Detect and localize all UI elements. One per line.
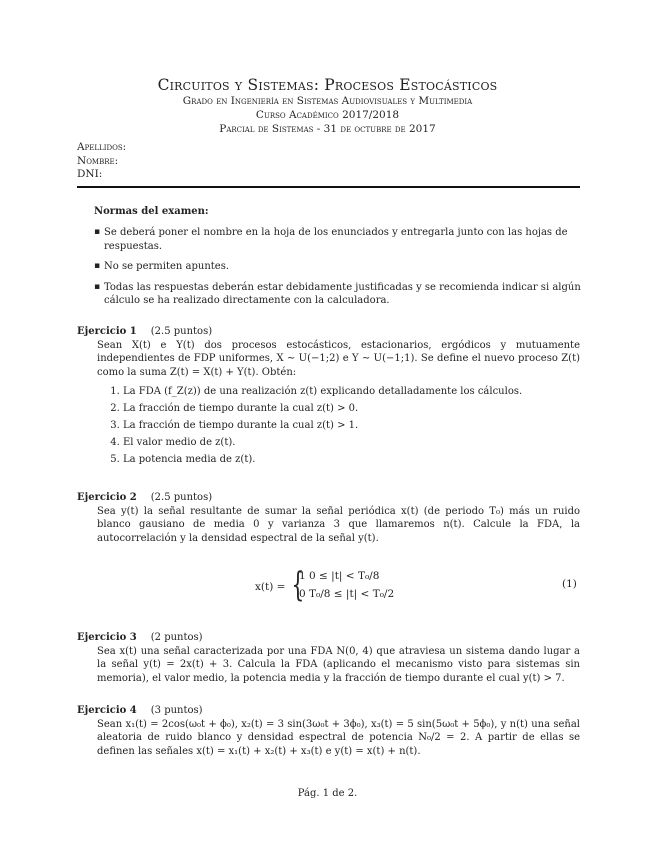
exercise-text: Sean X(t) e Y(t) dos procesos estocásticos, estacionarios, ergódicos y mutuamente independientes de FDP uniformes, X ∼ U(−1;2) e Y ∼ U(−1;1). Se define el nuevo proceso Z(t) como la suma Z(t) = X(t) + Y(t). Obtén:	[97, 339, 580, 378]
equation-lhs: x(t) =	[255, 581, 286, 593]
exercise-label: Ejercicio 1	[77, 326, 137, 337]
exercise-3	[77, 631, 580, 685]
exercise-label: Ejercicio 3	[77, 632, 137, 643]
exercise-points: (2.5 puntos)	[150, 326, 213, 337]
rules-list	[94, 226, 582, 308]
rule-item: ▪ Se deberá poner el nombre en la hoja de los enunciados y entregarla junto con las hojas de respuestas.	[94, 226, 582, 253]
rule-item: ▪ Todas las respuestas deberán estar debidamente justificadas y se recomienda indicar si algún cálculo se ha realizado directamente con la calculadora.	[94, 281, 582, 308]
exercise-item: 2. La fracción de tiempo durante la cual z(t) > 0.	[123, 402, 580, 416]
exercise-2	[77, 491, 580, 545]
exercise-points: (3 puntos)	[150, 705, 203, 716]
exercise-text: Sea y(t) la señal resultante de sumar la señal periódica x(t) (de periodo T₀) más un ruido blanco gausiano de media 0 y varianza 3 que llamaremos n(t). Calcule la FDA, la autocorrelación y la densidad espectral de la señal y(t).	[97, 505, 580, 544]
exercise-item: 5. La potencia media de z(t).	[123, 453, 580, 467]
exercise-text: Sean x₁(t) = 2cos(ω₀t + ϕ₀), x₂(t) = 3 sin(3ω₀t + 3ϕ₀), x₃(t) = 5 sin(5ω₀t + 5ϕ₀), y n(t) una señal aleatoria de ruido blanco y densidad espectral de potencia N₀/2 = 2. A partir de ellas se definen las señales x(t) = x₁(t) + x₂(t) + x₃(t) e y(t) = x(t) + n(t).	[97, 718, 580, 757]
course-subtitle: Curso Académico 2017/2018	[255, 109, 400, 121]
exercise-points: (2 puntos)	[150, 632, 203, 643]
exam-subtitle: Parcial de Sistemas - 31 de octubre de 2017	[219, 123, 436, 135]
degree-subtitle: Grado en Ingeniería en Sistemas Audiovisuales y Multimedia	[182, 95, 473, 107]
name-field-label: Nombre:	[77, 154, 119, 167]
exercise-item: 4. El valor medio de z(t).	[123, 436, 580, 450]
exercise-item: 1. La FDA (f_Z(z)) de una realización z(t) explicando detalladamente los cálculos.	[123, 385, 580, 399]
student-fields	[77, 141, 126, 182]
surname-field-label: Apellidos:	[77, 141, 127, 153]
id-field-label: DNI:	[77, 168, 103, 180]
page-title: Circuitos y Sistemas: Procesos Estocásticos	[157, 76, 498, 94]
exam-rules	[94, 206, 582, 315]
rules-title: Normas del examen:	[94, 206, 209, 217]
exercise-points: (2.5 puntos)	[150, 492, 213, 503]
exercise-4	[77, 704, 580, 758]
exercise-label: Ejercicio 2	[77, 492, 137, 503]
exercise-items	[97, 385, 580, 467]
exercise-text: Sea x(t) una señal caracterizada por una FDA N(0, 4) que atraviesa un sistema dando lugar a la señal y(t) = 2x(t) + 3. Calcula la FDA (aplicando el mecanismo visto para sistemas sin memoria), el valor medio, la potencia media y la fracción de tiempo durante el cual y(t) > 7.	[97, 645, 580, 684]
brace-glyph: {	[291, 565, 305, 605]
exercise-1	[77, 325, 580, 470]
equation-case-2: 0 T₀/8 ≤ |t| < T₀/2	[299, 588, 395, 600]
rule-item: ▪ No se permiten apuntes.	[94, 260, 582, 274]
header-divider	[77, 186, 580, 188]
equation-case-1: 1 0 ≤ |t| < T₀/8	[299, 570, 380, 582]
page-footer: Pág. 1 de 2.	[297, 788, 358, 799]
exercise-item: 3. La fracción de tiempo durante la cual z(t) > 1.	[123, 419, 580, 433]
exercise-label: Ejercicio 4	[77, 705, 137, 716]
equation-number: (1)	[562, 578, 577, 590]
